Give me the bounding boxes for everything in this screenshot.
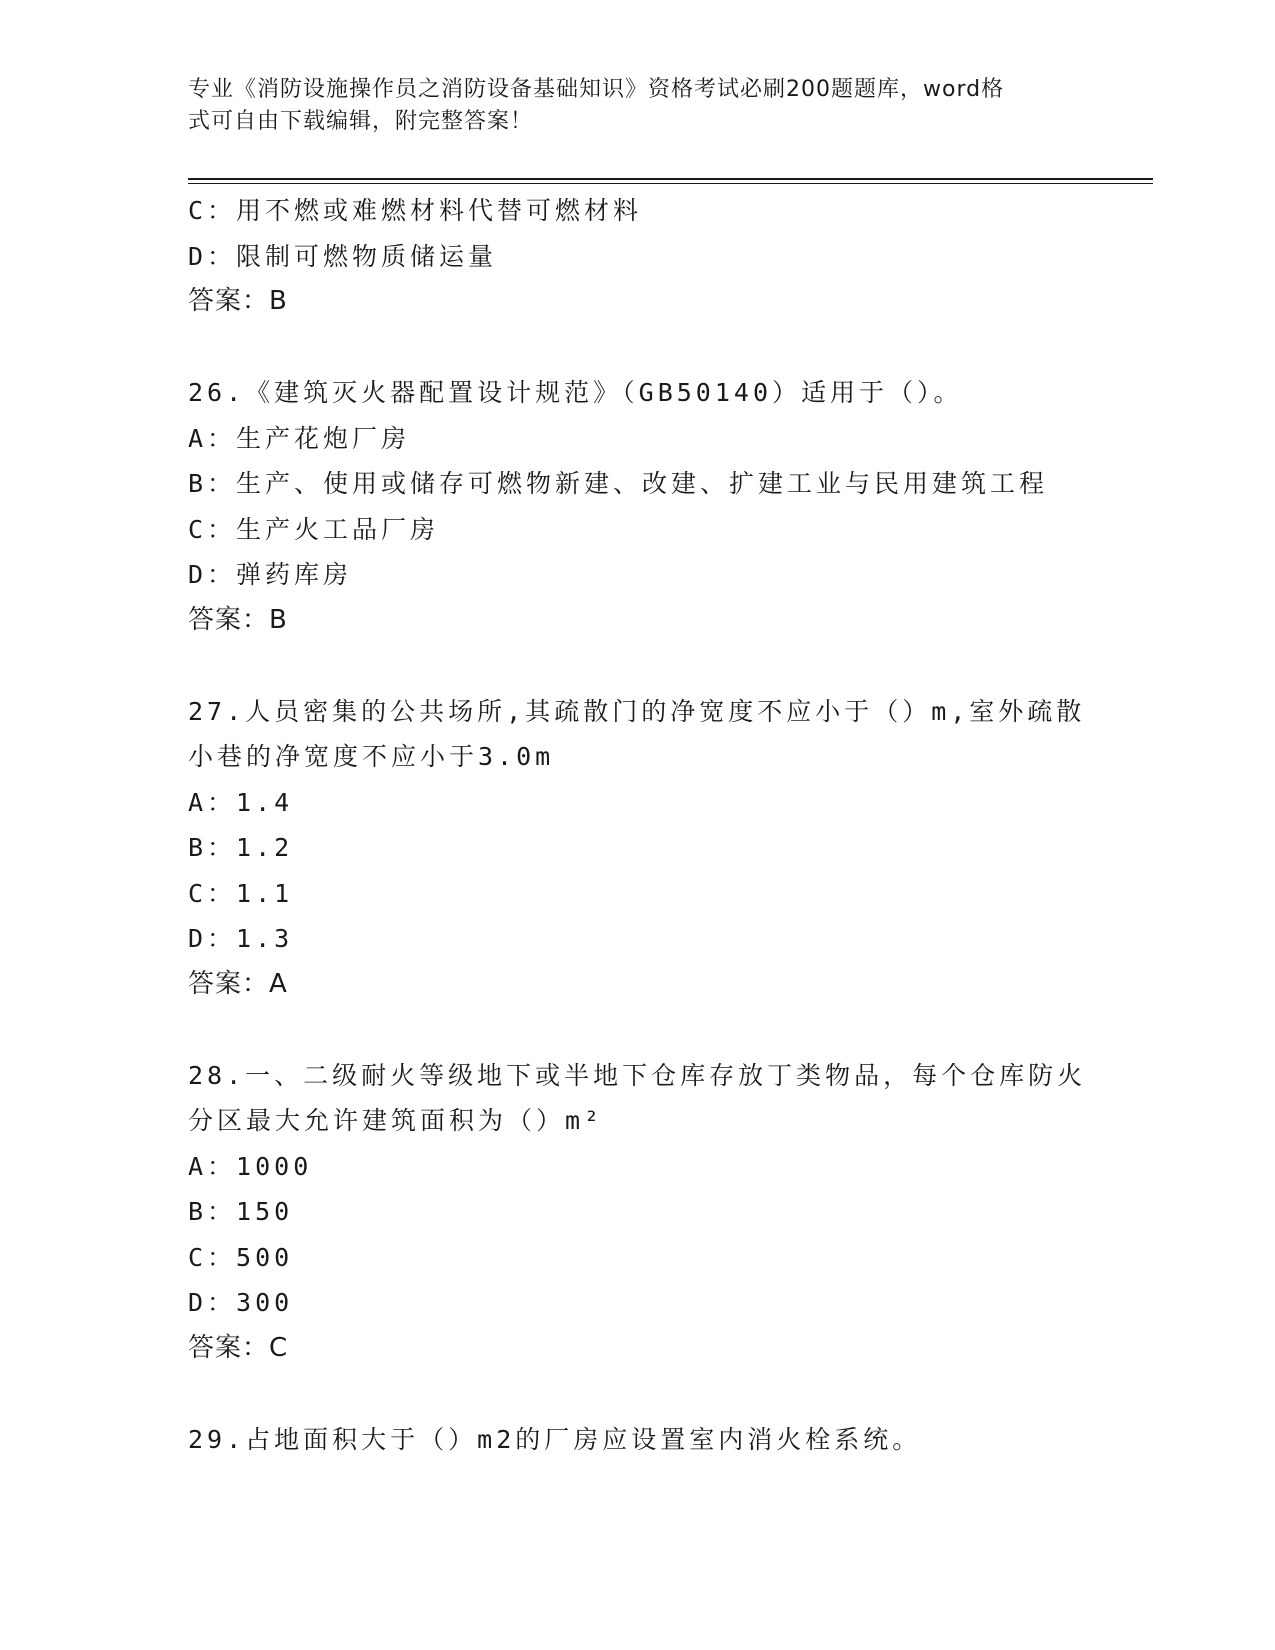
answer: 答案：B xyxy=(188,286,288,316)
option-a: A：生产花炮厂房 xyxy=(188,423,411,453)
answer: 答案：C xyxy=(188,1332,289,1363)
header-divider-thick xyxy=(188,178,1153,180)
option-d: D：1.3 xyxy=(188,924,294,953)
question-stem-line-1: 28.一、二级耐火等级地下或半地下仓库存放丁类物品，每个仓库防火 xyxy=(188,1060,1087,1090)
header-divider-thin xyxy=(188,183,1153,184)
option-b: B：150 xyxy=(188,1197,294,1226)
question-stem-line-2: 分区最大允许建筑面积为（）m² xyxy=(188,1106,604,1135)
question-stem-line-2: 小巷的净宽度不应小于3.0m xyxy=(188,742,555,771)
header-line-2: 式可自由下载编辑，附完整答案！ xyxy=(188,109,534,134)
option-b: B：生产、使用或储存可燃物新建、改建、扩建工业与民用建筑工程 xyxy=(188,469,1049,498)
question-29 xyxy=(188,1417,1088,1463)
question-28 xyxy=(188,1053,1088,1372)
option-a: A：1000 xyxy=(188,1151,313,1181)
answer: 答案：A xyxy=(188,968,288,999)
option-c: C：用不燃或难燃材料代替可燃材料 xyxy=(188,196,643,225)
question-26 xyxy=(188,370,1088,643)
spacer xyxy=(188,1371,1088,1417)
question-25-tail xyxy=(188,188,1088,325)
answer: 答案：B xyxy=(188,604,288,635)
option-d: D：弹药库房 xyxy=(188,560,353,589)
question-stem: 26.《建筑灭火器配置设计规范》（GB50140）适用于（）。 xyxy=(188,378,963,407)
option-c: C：生产火工品厂房 xyxy=(188,514,440,544)
option-b: B：1.2 xyxy=(188,833,294,862)
spacer xyxy=(188,643,1088,689)
spacer xyxy=(188,1007,1088,1053)
header-line-1: 专业《消防设施操作员之消防设备基础知识》资格考试必刷200题题库，word格 xyxy=(188,77,1005,102)
question-27 xyxy=(188,689,1088,1008)
question-stem: 29.占地面积大于（）m2的厂房应设置室内消火栓系统。 xyxy=(188,1424,922,1454)
document-header xyxy=(188,74,1068,138)
option-a: A：1.4 xyxy=(188,787,294,817)
option-c: C：500 xyxy=(188,1242,294,1272)
question-list xyxy=(188,188,1088,1462)
option-d: D：限制可燃物质储运量 xyxy=(188,241,498,271)
question-stem-line-1: 27.人员密集的公共场所,其疏散门的净宽度不应小于（）m,室外疏散 xyxy=(188,696,1086,726)
option-d: D：300 xyxy=(188,1288,294,1317)
spacer xyxy=(188,325,1088,371)
option-c: C：1.1 xyxy=(188,878,294,908)
